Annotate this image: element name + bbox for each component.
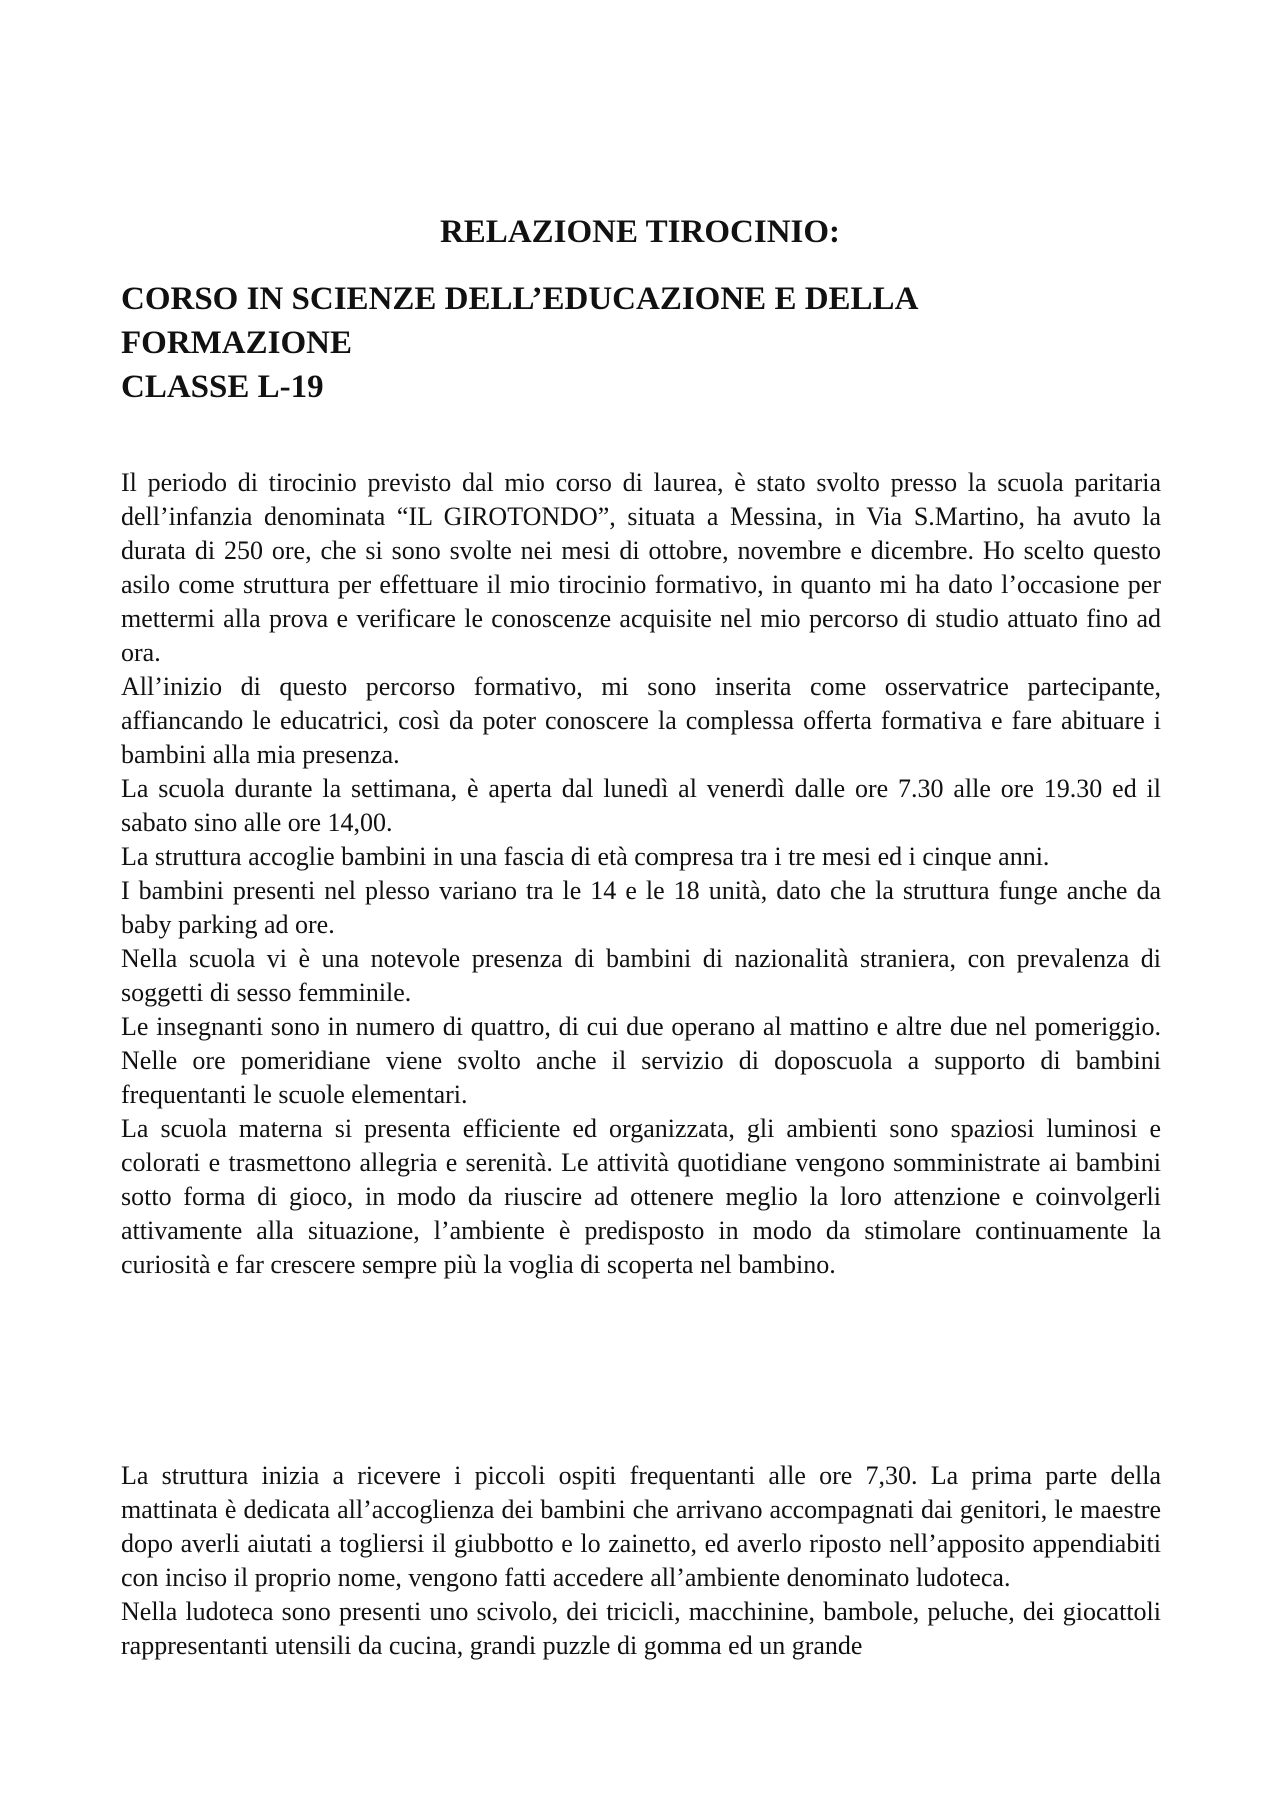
paragraph: Nella ludoteca sono presenti uno scivolo, dei tricicli, macchinine, bambole, peluche, dei giocattoli rappresentanti utensili da cucina, grandi puzzle di gomma ed un grande xyxy=(121,1597,1161,1660)
subtitle-line: CORSO IN SCIENZE DELL’EDUCAZIONE E DELLA xyxy=(121,281,919,317)
paragraph: All’inizio di questo percorso formativo, mi sono inserita come osservatrice partecipante, affiancando le educatrici, così da poter conoscere la complessa offerta formativa e fare abituare i bambini alla mia presenza. xyxy=(121,672,1161,769)
paragraph: La scuola durante la settimana, è aperta dal lunedì al venerdì dalle ore 7.30 alle ore 19.30 ed il sabato sino alle ore 14,00. xyxy=(121,774,1161,837)
paragraph: Il periodo di tirocinio previsto dal mio corso di laurea, è stato svolto presso la scuola paritaria dell’infanzia denominata “IL GIROTONDO”, situata a Messina, in Via S.Martino, ha avuto la durata di 250 ore, che si sono svolte nei mesi di ottobre, novembre e dicembre. Ho scelto questo asilo come struttura per effettuare il mio tirocinio formativo, in quanto mi ha dato l’occasione per mettermi alla prova e verificare le conoscenze acquisite nel mio percorso di studio attuato fino ad ora. xyxy=(121,468,1161,667)
subtitle-line: CLASSE L-19 xyxy=(121,369,324,405)
body-section-1 xyxy=(121,466,1161,1282)
paragraph: Nella scuola vi è una notevole presenza di bambini di nazionalità straniera, con prevalenza di soggetti di sesso femminile. xyxy=(121,944,1161,1007)
document-subtitle xyxy=(121,277,1161,409)
paragraph: Le insegnanti sono in numero di quattro, di cui due operano al mattino e altre due nel pomeriggio. Nelle ore pomeridiane viene svolto anche il servizio di doposcuola a supporto di bambini frequentanti le scuole elementari. xyxy=(121,1012,1161,1109)
paragraph: La struttura inizia a ricevere i piccoli ospiti frequentanti alle ore 7,30. La prima parte della mattinata è dedicata all’accoglienza dei bambini che arrivano accompagnati dai genitori, le maestre dopo averli aiutati a togliersi il giubbotto e lo zainetto, ed averlo riposto nell’apposito appendiabiti con inciso il proprio nome, vengono fatti accedere all’ambiente denominato ludoteca. xyxy=(121,1461,1161,1592)
paragraph: La struttura accoglie bambini in una fascia di età compresa tra i tre mesi ed i cinque anni. xyxy=(121,842,1050,871)
paragraph: I bambini presenti nel plesso variano tra le 14 e le 18 unità, dato che la struttura funge anche da baby parking ad ore. xyxy=(121,876,1161,939)
subtitle-line: FORMAZIONE xyxy=(121,325,352,361)
paragraph: La scuola materna si presenta efficiente ed organizzata, gli ambienti sono spaziosi luminosi e colorati e trasmettono allegria e serenità. Le attività quotidiane vengono somministrate ai bambini sotto forma di gioco, in modo da riuscire ad ottenere meglio la loro attenzione e coinvolgerli attivamente alla situazione, l’ambiente è predisposto in modo da stimolare continuamente la curiosità e far crescere sempre più la voglia di scoperta nel bambino. xyxy=(121,1114,1161,1279)
body-section-2 xyxy=(121,1459,1161,1663)
document-title: RELAZIONE TIROCINIO: xyxy=(439,214,841,250)
